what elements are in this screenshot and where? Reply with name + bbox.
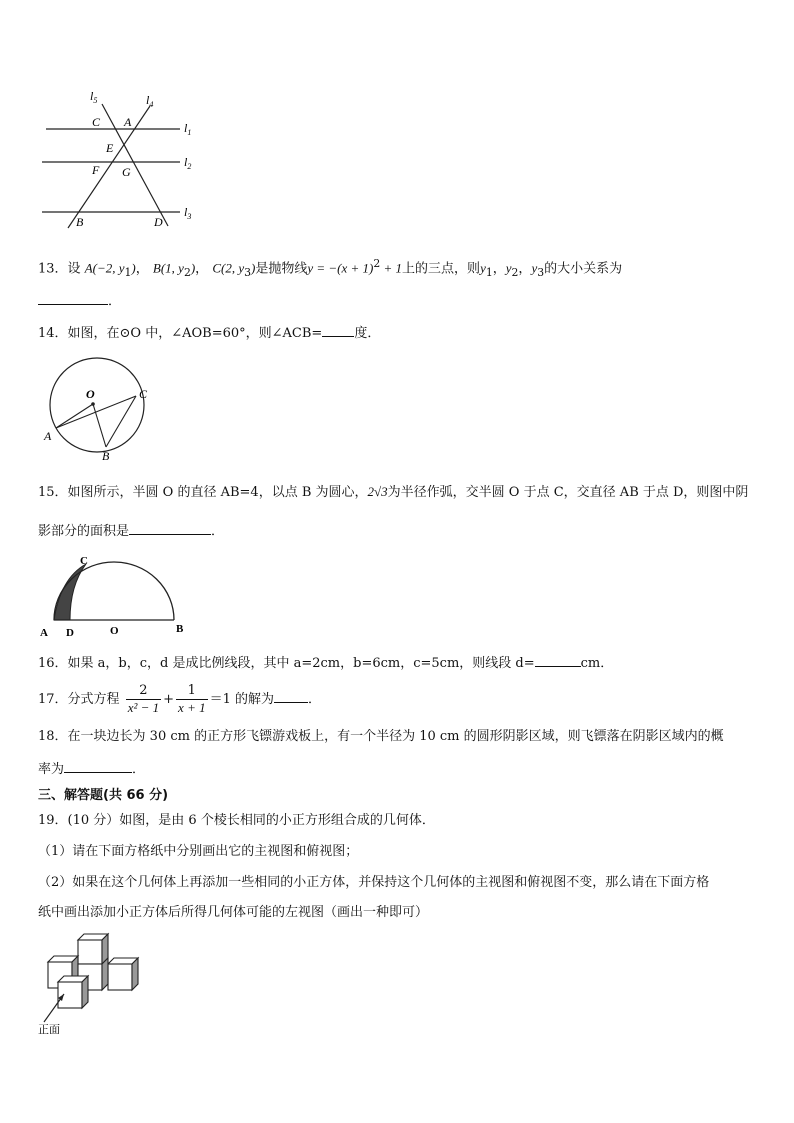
svg-text:G: G — [122, 165, 131, 179]
svg-text:B: B — [102, 449, 110, 463]
svg-text:A: A — [44, 429, 52, 443]
question-19-line-3: （2）如果在这个几何体上再添加一些相同的小正方体，并保持这个几何体的主视图和俯视图不变，那么请在下面方格 — [38, 875, 710, 890]
svg-text:E: E — [106, 141, 114, 155]
answer-blank-17[interactable] — [274, 688, 308, 703]
circle-figure — [38, 352, 158, 464]
svg-text:l1: $l_1$ — [184, 121, 192, 137]
svg-text:F: F — [92, 163, 100, 177]
svg-text:C: C — [80, 555, 88, 567]
section-3-heading: 三、解答题(共 66 分) — [38, 788, 169, 803]
question-14: 14．如图，在⊙O 中，∠AOB=60°，则∠ACB= 度． — [38, 322, 380, 344]
svg-text:l2: $l_2$ — [184, 155, 192, 171]
svg-text:正面: 正面 — [38, 1024, 60, 1034]
svg-text:C: C — [139, 387, 148, 401]
fraction-1: $\frac{2}{\text{x² − 1}}$ — [127, 683, 160, 715]
svg-text:O: O — [110, 625, 119, 637]
question-15-line-1: 15．如图所示，半圆 O 的直径 AB=4，以点 B 为圆心，2√3为半径作弧，交半圆 O 于点 C，交直径 AB 于点 D，则图中阴 — [38, 484, 749, 500]
answer-blank-15[interactable] — [129, 520, 211, 535]
semicircle-figure — [38, 552, 198, 638]
svg-text:C: C — [92, 115, 101, 129]
svg-text:D: D — [66, 627, 74, 638]
answer-blank-14[interactable] — [322, 322, 354, 337]
answer-blank-13[interactable] — [38, 290, 108, 305]
cube-solid-figure — [38, 930, 148, 1034]
answer-blank-18[interactable] — [64, 758, 132, 773]
question-15-line-2: 影部分的面积是 ． — [38, 520, 224, 542]
fraction-2: $\frac{1}{x + 1}$ — [178, 683, 206, 715]
svg-text:l4: $l_4$ — [146, 93, 154, 109]
svg-text:A: A — [40, 627, 48, 638]
question-19-line-4: 纸中画出添加小正方体后所得几何体可能的左视图（画出一种即可） — [38, 905, 429, 920]
question-16: 16．如果 a，b，c，d 是成比例线段，其中 a=2cm，b=6cm，c=5cm，则线段 d= cm． — [38, 652, 613, 674]
question-19-line-1: 19．(10 分）如图，是由 6 个棱长相同的小正方形组合成的几何体． — [38, 813, 435, 828]
svg-text:l3: $l_3$ — [184, 205, 192, 221]
svg-text:O: O — [86, 387, 95, 401]
question-17: 17．分式方程 $\frac{2}{\text{x² − 1}}$ + $\frac{1}{x + 1}$ ＝1 的解为 ． — [38, 683, 322, 715]
question-13-answer-line: ． — [38, 290, 121, 312]
svg-text:D: D — [154, 215, 163, 229]
svg-text:A: A — [124, 115, 132, 129]
svg-text:l5: $l_5$ — [90, 89, 98, 105]
question-18-line-1: 18．在一块边长为 30 cm 的正方形飞镖游戏板上，有一个半径为 10 cm 的圆形阴影区域，则飞镖落在阴影区域内的概 — [38, 729, 724, 744]
question-18-line-2: 率为 ． — [38, 758, 145, 780]
parallel-lines-figure — [38, 86, 208, 236]
question-13: 13．设 A(−2, $y_1$)， B(1, $y_2$)， C(2, $y_3$)是抛物线$y = -(x + 1)^2 + 1$上的三点，则$y_1$，$y_2$，$y_3$的大小关系为 — [38, 257, 623, 279]
svg-text:B: B — [76, 215, 84, 229]
svg-text:B: B — [176, 623, 184, 635]
answer-blank-16[interactable] — [535, 652, 581, 667]
question-19-line-2: （1）请在下面方格纸中分别画出它的主视图和俯视图； — [38, 844, 359, 859]
